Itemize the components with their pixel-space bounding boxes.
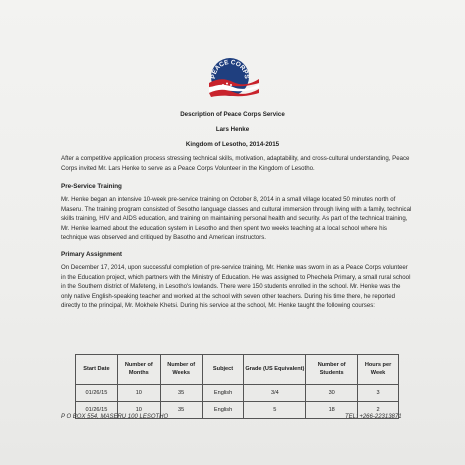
table-header-row [76, 355, 399, 385]
cell-hours: 3 [358, 385, 399, 402]
volunteer-name: Lars Henke [215, 126, 250, 133]
section-heading-primary: Primary Assignment [61, 251, 123, 258]
cell-subject: English [202, 385, 244, 402]
cell-months: 10 [117, 385, 160, 402]
pre-service-paragraph: Mr. Henke began an intensive 10-week pre-service training on October 8, 2014 in a small village located 50 minutes north of Maseru. The training program consisted of Sesotho language classes and cultural immersion through living with a family, technical skills training, HIV and AIDS education, and training on maintaining personal health and security. As part of the technical training, Mr. Henke learned about the education system in Lesotho and then spent two weeks teaching at a local school where his technique was observed and critiqued by Basotho and American instructors. [61, 196, 412, 242]
col-weeks: Number of Weeks [160, 355, 202, 385]
cell-months: 10 [117, 402, 160, 419]
footer-address: P O BOX 554, MASERU 100 LESOTHO [61, 414, 169, 420]
col-subject: Subject [202, 355, 244, 385]
cell-students: 30 [306, 385, 358, 402]
cell-students: 18 [306, 402, 358, 419]
col-grade: Grade (US Equivalent) [244, 355, 306, 385]
cell-grade: 5 [244, 402, 306, 419]
col-months: Number of Months [117, 355, 160, 385]
cell-weeks: 35 [160, 385, 202, 402]
document-subtitle: Kingdom of Lesotho, 2014-2015 [185, 141, 280, 148]
primary-assignment-paragraph: On December 17, 2014, upon successful completion of pre-service training, Mr. Henke was sworn in as a Peace Corps volunteer in the Education project, which partners with the Ministry of Education. He was assigned to Phechela Primary, a small rural school in the Southern district of Mafeteng, in Lesotho's lowlands. There were 150 students enrolled in the school. Mr. Henke was the only native English-speaking teacher and worked at the school with seven other teachers. During his time there, he reported directly to the principal, Mr. Mokhele Khetsi. During his service at the school, Mr. Henke taught the following courses: [61, 264, 411, 310]
cell-hours: 2 [358, 402, 399, 419]
courses-table [75, 354, 399, 419]
peace-corps-logo [199, 52, 265, 102]
col-students: Number of Students [306, 355, 358, 385]
cell-start-date: 01/26/15 [76, 402, 118, 419]
footer-tel: TEL: +266-22313871 [345, 414, 402, 420]
cell-start-date: 01/26/15 [76, 385, 118, 402]
col-hours: Hours per Week [358, 355, 399, 385]
section-heading-pre-service: Pre-Service Training [61, 183, 122, 190]
logo-text: PEACE CORPS [209, 58, 251, 80]
cell-subject: English [202, 402, 244, 419]
intro-paragraph: After a competitive application process stressing technical skills, motivation, adaptability, and cross-cultural understanding, Peace Corps invited Mr. Lars Henke to serve as a Peace Corps Volunteer in the Kingdom of Lesotho. [61, 155, 410, 172]
table-row [76, 385, 399, 402]
document-title: Description of Peace Corps Service [180, 111, 285, 118]
col-start-date: Start Date [76, 355, 118, 385]
cell-grade: 3/4 [244, 385, 306, 402]
cell-weeks: 35 [160, 402, 202, 419]
